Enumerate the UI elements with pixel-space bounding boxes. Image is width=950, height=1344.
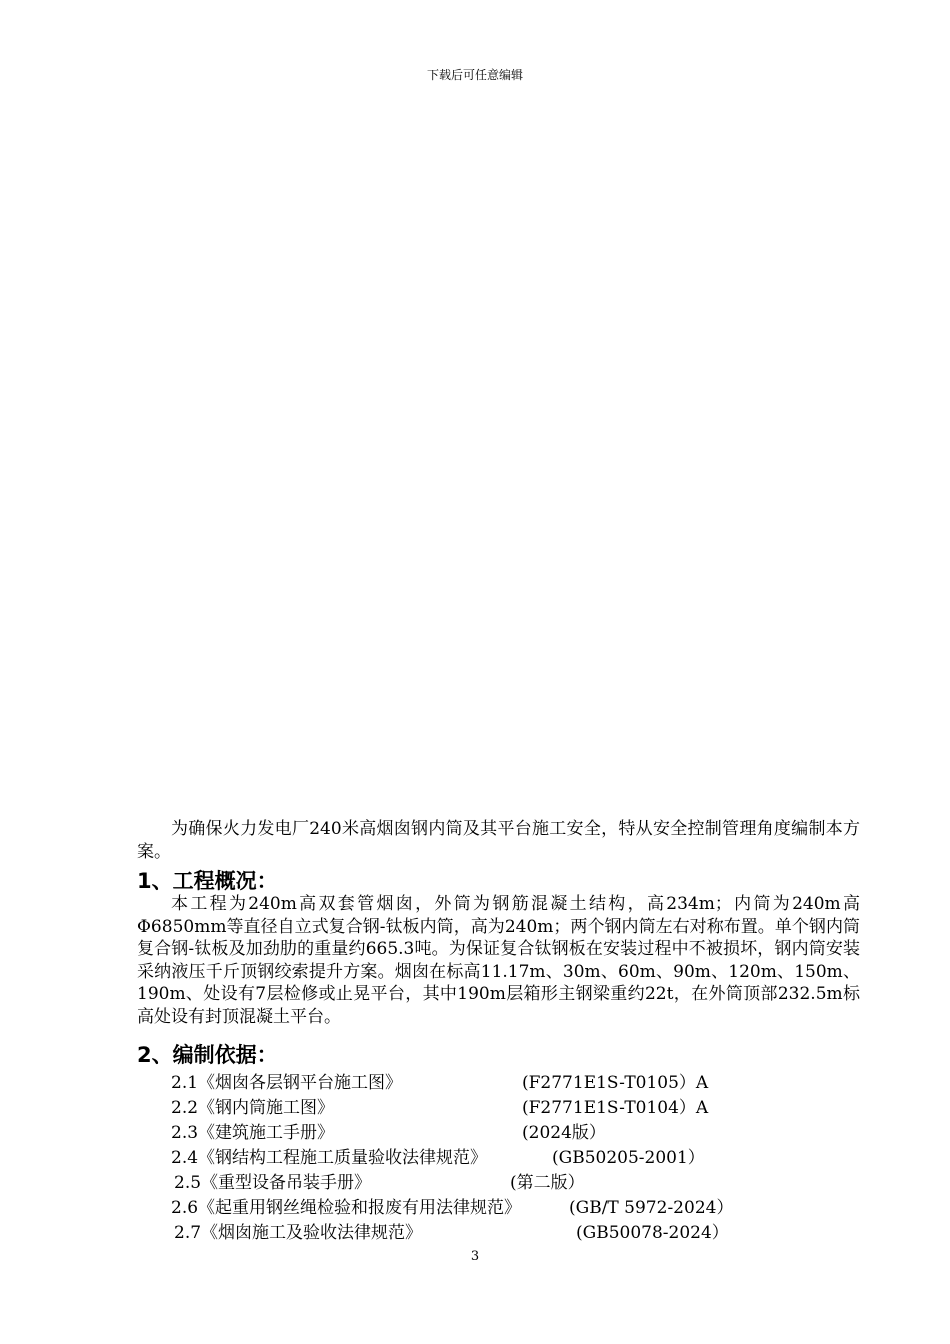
reference-title: 2.6《起重用钢丝绳检验和报废有用法律规范》 [171, 1198, 522, 1218]
reference-code: (GB50078-2024） [576, 1223, 729, 1243]
reference-code: (2024版） [522, 1123, 606, 1143]
reference-title: 2.7《烟囱施工及验收法律规范》 [174, 1223, 423, 1243]
intro-paragraph [137, 818, 860, 863]
overview-paragraph [137, 893, 860, 1029]
intro-text: 为确保火力发电厂240米高烟囱钢内筒及其平台施工安全，特从安全控制管理角度编制本方案。 [137, 819, 860, 862]
section-heading-overview: 1、工程概况： [137, 869, 278, 893]
reference-code: (F2771E1S-T0105）A [522, 1073, 709, 1093]
reference-title: 2.2《钢内筒施工图》 [171, 1098, 335, 1118]
reference-title: 2.1《烟囱各层钢平台施工图》 [171, 1073, 403, 1093]
reference-code: (GB50205-2001） [552, 1148, 705, 1168]
reference-code: (GB/T 5972-2024） [569, 1198, 734, 1218]
reference-code: (第二版） [510, 1173, 585, 1193]
reference-title: 2.4《钢结构工程施工质量验收法律规范》 [171, 1148, 488, 1168]
reference-code: (F2771E1S-T0104）A [522, 1098, 709, 1118]
page-number: 3 [470, 1249, 480, 1264]
reference-title: 2.5《重型设备吊装手册》 [174, 1173, 372, 1193]
overview-text: 本工程为240m高双套管烟囱，外筒为钢筋混凝土结构，高234m；内筒为240m高Φ6850mm等直径自立式复合钢-钛板内筒，高为240m；两个钢内筒左右对称布置。单个钢内筒复合钢-钛板及加劲肋的重量约665.3吨。为保证复合钛钢板在安装过程中不被损坏，钢内筒安装采纳液压千斤顶钢绞索提升方案。烟囱在标高11.17m、30m、60m、90m、120m、150m、190m、处设有7层检修或止晃平台，其中190m层箱形主钢梁重约22t，在外筒顶部232.5m标高处设有封顶混凝土平台。 [137, 894, 860, 1027]
reference-title: 2.3《建筑施工手册》 [171, 1123, 335, 1143]
page-header: 下载后可任意编辑 [426, 68, 523, 82]
section-heading-basis: 2、编制依据： [137, 1043, 278, 1067]
